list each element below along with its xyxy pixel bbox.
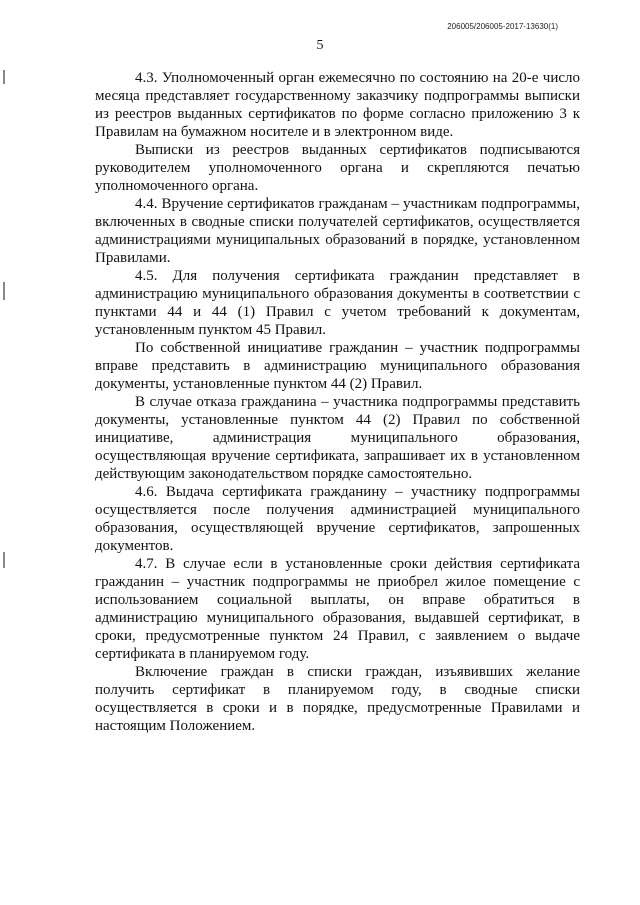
- scan-margin-mark: [3, 282, 5, 300]
- paragraph-4-7: 4.7. В случае если в установленные сроки действия сертификата гражданин – участник подпрограммы не приобрел жилое помещение с использованием социальной выплаты, он вправе обратиться в администрацию муниципального образования, выдавшей сертификат, в сроки, предусмотренные пунктом 24 Правил, с заявлением о выдаче сертификата в планируемом году.: [95, 556, 580, 662]
- paragraph-4-5: 4.5. Для получения сертификата гражданин представляет в администрацию муниципального образования документы в соответствии с пунктами 44 и 44 (1) Правил с учетом требований к документам, установленным пунктом 45 Правил.: [95, 268, 580, 338]
- page-number: 5: [316, 38, 324, 53]
- document-body: [95, 69, 580, 735]
- scan-margin-mark: [3, 70, 5, 84]
- scan-margin-mark: [3, 552, 5, 568]
- document-id: 206005/206005-2017-13630(1): [447, 22, 558, 31]
- paragraph-4-4: 4.4. Вручение сертификатов гражданам – участникам подпрограммы, включенных в сводные списки получателей сертификатов, осуществляется администрациями муниципальных образований в порядке, установленном Правилами.: [95, 196, 580, 266]
- paragraph-refusal: В случае отказа гражданина – участника подпрограммы представить документы, установленные пунктом 44 (2) Правил по собственной инициативе, администрация муниципального образования, осуществляющая вручение сертификата, запрашивает их в установленном действующим законодательством порядке самостоятельно.: [95, 394, 580, 482]
- paragraph-inclusion: Включение граждан в списки граждан, изъявивших желание получить сертификат в планируемом году, в сводные списки осуществляется в сроки и в порядке, предусмотренные Правилами и настоящим Положением.: [95, 664, 580, 734]
- paragraph-4-3: 4.3. Уполномоченный орган ежемесячно по состоянию на 20-е число месяца представляет государственному заказчику подпрограммы выписки из реестров выданных сертификатов по форме согласно приложению 3 к Правилам на бумажном носителе и в электронном виде.: [95, 70, 580, 140]
- paragraph-own-initiative: По собственной инициативе гражданин – участник подпрограммы вправе представить в администрацию муниципального образования документы, установленные пунктом 44 (2) Правил.: [95, 340, 580, 392]
- paragraph-4-6: 4.6. Выдача сертификата гражданину – участнику подпрограммы осуществляется после получения администрацией муниципального образования, осуществляющей вручение сертификатов, запрошенных документов.: [95, 484, 580, 554]
- paragraph-extracts: Выписки из реестров выданных сертификатов подписываются руководителем уполномоченного органа и скрепляются печатью уполномоченного органа.: [95, 142, 580, 194]
